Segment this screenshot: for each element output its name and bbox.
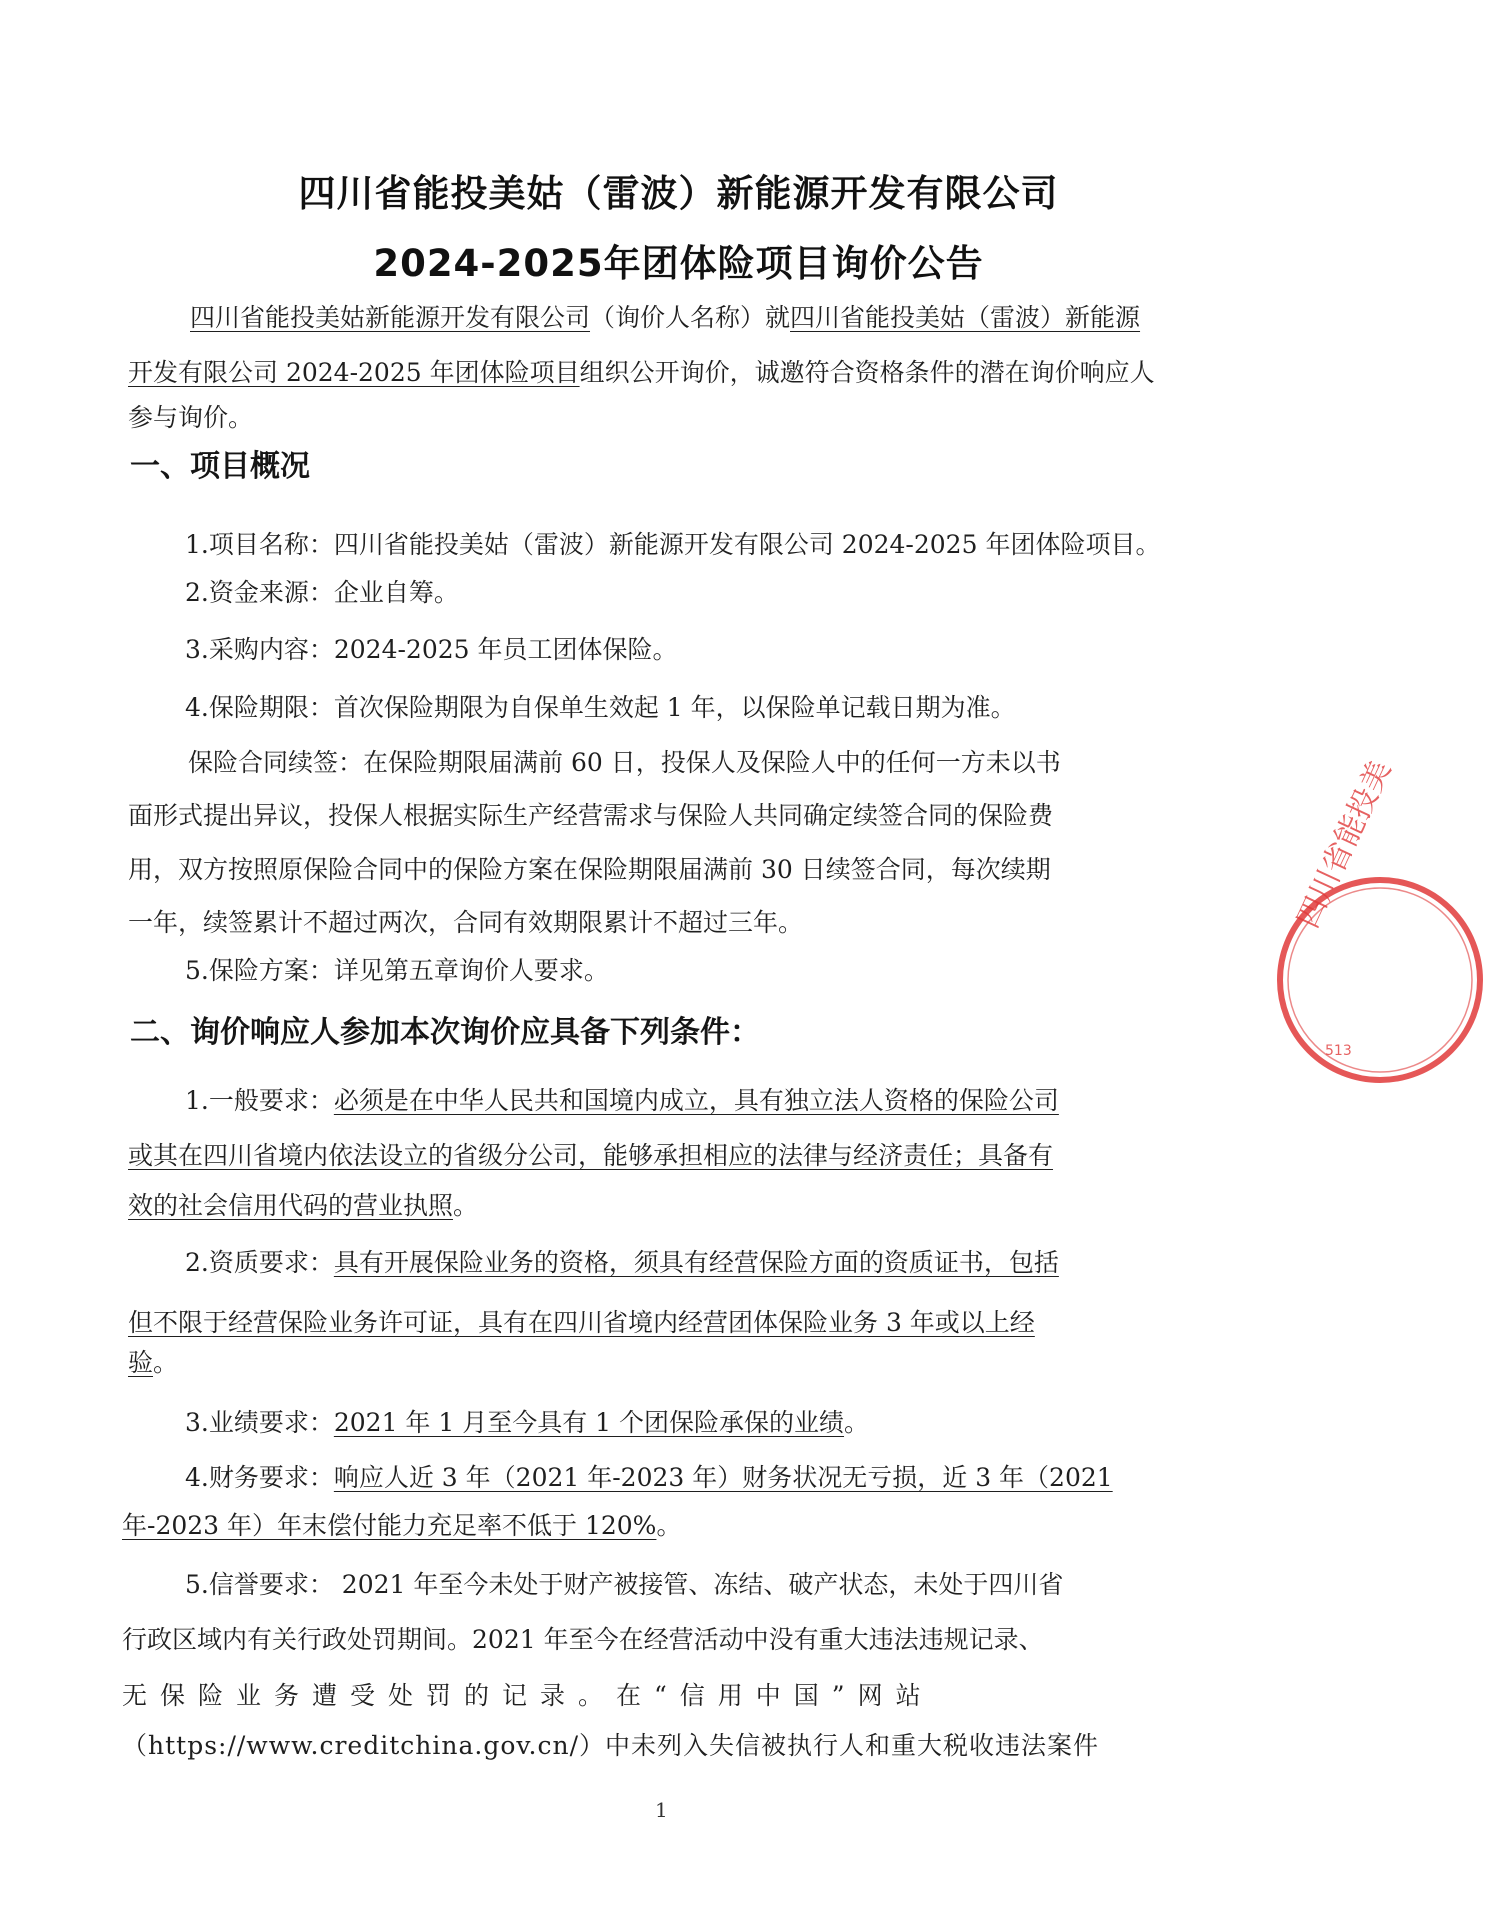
svg-text:四川省能投美: 四川省能投美: [1290, 755, 1399, 934]
punctuation: 。: [453, 1191, 479, 1220]
requirement-text: 年-2023 年）年末偿付能力充足率不低于 120%: [122, 1511, 657, 1540]
performance-requirement: [185, 1405, 1285, 1441]
qualification-requirement-line-1: [185, 1245, 1285, 1281]
general-requirement-line-3: [128, 1188, 1228, 1224]
requirement-label: 1.一般要求：: [185, 1086, 334, 1115]
requirement-text: 验: [128, 1348, 154, 1377]
requirement-label: 2.资质要求：: [185, 1248, 334, 1277]
inquirer-name: 四川省能投美姑新能源开发有限公司: [190, 303, 591, 332]
financial-requirement-line-2: [122, 1508, 1222, 1544]
qualification-requirement-line-2: 但不限于经营保险业务许可证，具有在四川省境内经营团体保险业务 3 年或以上经: [128, 1308, 1035, 1337]
intro-line-3: 参与询价。: [128, 403, 254, 432]
section1-item-3: 3.采购内容：2024-2025 年员工团体保险。: [185, 635, 678, 664]
credit-requirement-line-2: 行政区域内有关行政处罚期间。2021 年至今在经营活动中没有重大违法违规记录、: [122, 1625, 1044, 1654]
requirement-text: 响应人近 3 年（2021 年-2023 年）财务状况无亏损，近 3 年（2021: [333, 1463, 1113, 1492]
intro-text: （询价人名称）就: [590, 303, 791, 332]
renewal-line-4: 一年，续签累计不超过两次，合同有效期限累计不超过三年。: [128, 908, 804, 937]
document-title-line2: 2024-2025年团体险项目询价公告: [373, 242, 984, 285]
section1-item-1: 1.项目名称：四川省能投美姑（雷波）新能源开发有限公司 2024-2025 年团体险项目。: [185, 530, 1161, 559]
page-number: 1: [655, 1798, 668, 1822]
section1-item-4: 4.保险期限：首次保险期限为自保单生效起 1 年，以保险单记载日期为准。: [185, 693, 1016, 722]
general-requirement-line-2: 或其在四川省境内依法设立的省级分公司，能够承担相应的法律与经济责任；具备有: [128, 1141, 1054, 1170]
renewal-line-1: 保险合同续签：在保险期限届满前 60 日，投保人及保险人中的任何一方未以书: [188, 748, 1061, 777]
intro-line-2: [128, 355, 1228, 391]
requirement-text: 具有开展保险业务的资格，须具有经营保险方面的资质证书，包括: [333, 1248, 1059, 1277]
section-heading-1: 一、项目概况: [130, 449, 310, 484]
svg-text:513: 513: [1325, 1043, 1352, 1059]
financial-requirement-line-1: [185, 1460, 1285, 1496]
requirement-text: 必须是在中华人民共和国境内成立，具有独立法人资格的保险公司: [333, 1086, 1059, 1115]
document-title-line1: 四川省能投美姑（雷波）新能源开发有限公司: [298, 172, 1059, 215]
requirement-text: 2021 年 1 月至今具有 1 个团保险承保的业绩: [333, 1408, 845, 1437]
punctuation: 。: [656, 1511, 682, 1540]
requirement-label: 4.财务要求：: [185, 1463, 334, 1492]
intro-text: 组织公开询价，诚邀符合资格条件的潜在询价响应人: [579, 358, 1155, 387]
credit-requirement-line-1: 5.信誉要求： 2021 年至今未处于财产被接管、冻结、破产状态，未处于四川省: [185, 1570, 1064, 1599]
punctuation: 。: [153, 1348, 179, 1377]
credit-requirement-line-4: （https://www.creditchina.gov.cn/）中未列入失信被执行人和重大税收违法案件: [122, 1731, 1100, 1760]
renewal-line-3: 用，双方按照原保险合同中的保险方案在保险期限届满前 30 日续签合同，每次续期: [128, 855, 1051, 884]
qualification-requirement-line-3: [128, 1345, 1228, 1381]
punctuation: 。: [844, 1408, 870, 1437]
section1-item-2: 2.资金来源：企业自筹。: [185, 578, 459, 607]
intro-line-1: [190, 300, 1230, 336]
requirement-text: 效的社会信用代码的营业执照: [128, 1191, 454, 1220]
section-heading-2: 二、询价响应人参加本次询价应具备下列条件：: [130, 1015, 760, 1050]
general-requirement-line-1: [185, 1083, 1285, 1119]
credit-requirement-line-3: 无保险业务遭受处罚的记录。在“信用中国”网站: [122, 1681, 934, 1710]
project-name-part2: 开发有限公司 2024-2025 年团体险项目: [128, 358, 580, 387]
requirement-label: 3.业绩要求：: [185, 1408, 334, 1437]
renewal-line-2: 面形式提出异议，投保人根据实际生产经营需求与保险人共同确定续签合同的保险费: [128, 801, 1054, 830]
project-name-part1: 四川省能投美姑（雷波）新能源: [790, 303, 1141, 332]
company-seal-stamp: [1270, 755, 1490, 1090]
section1-item-5: 5.保险方案：详见第五章询价人要求。: [185, 956, 609, 985]
